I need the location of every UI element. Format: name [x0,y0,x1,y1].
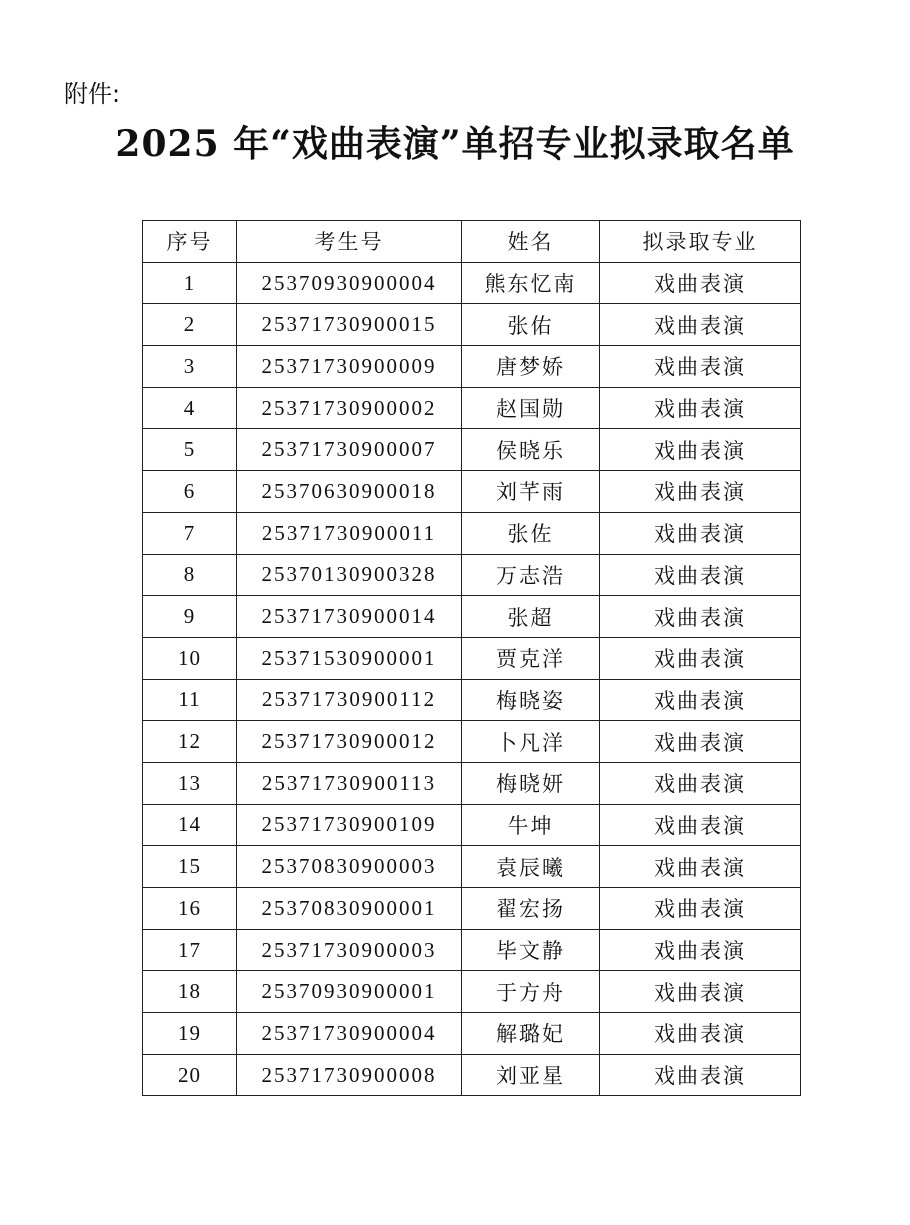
column-header-name: 姓名 [462,221,600,263]
student-name: 梅晓妍 [462,762,600,804]
table-row [143,304,801,346]
candidate-id: 25371730900113 [237,762,462,804]
student-name: 牛坤 [462,804,600,846]
candidate-id: 25371730900009 [237,346,462,388]
table-row [143,721,801,763]
candidate-id: 25370930900004 [237,262,462,304]
admitted-major: 戏曲表演 [600,721,801,763]
candidate-id: 25370830900001 [237,888,462,930]
candidate-id: 25371730900011 [237,512,462,554]
candidate-id: 25371730900008 [237,1054,462,1096]
student-name: 梅晓姿 [462,679,600,721]
student-name: 刘亚星 [462,1054,600,1096]
row-number: 19 [143,1013,237,1055]
column-header-candidate-id: 考生号 [237,221,462,263]
student-name: 张佑 [462,304,600,346]
student-name: 唐梦娇 [462,346,600,388]
student-name: 张超 [462,596,600,638]
admitted-major: 戏曲表演 [600,304,801,346]
candidate-id: 25371730900004 [237,1013,462,1055]
student-name: 袁辰曦 [462,846,600,888]
table-row [143,429,801,471]
row-number: 3 [143,346,237,388]
admitted-major: 戏曲表演 [600,846,801,888]
student-name: 贾克洋 [462,637,600,679]
candidate-id: 25370130900328 [237,554,462,596]
row-number: 13 [143,762,237,804]
admitted-major: 戏曲表演 [600,471,801,513]
admitted-major: 戏曲表演 [600,512,801,554]
table-row [143,471,801,513]
page-title: 2025 年“戏曲表演”单招专业拟录取名单 [115,123,795,165]
admitted-major: 戏曲表演 [600,596,801,638]
row-number: 9 [143,596,237,638]
table-row [143,804,801,846]
table-row [143,554,801,596]
table-row [143,929,801,971]
column-header-major: 拟录取专业 [600,221,801,263]
row-number: 4 [143,387,237,429]
table-row [143,262,801,304]
student-name: 解璐妃 [462,1013,600,1055]
row-number: 15 [143,846,237,888]
row-number: 6 [143,471,237,513]
table-row [143,387,801,429]
student-name: 万志浩 [462,554,600,596]
table-row [143,888,801,930]
candidate-id: 25371730900007 [237,429,462,471]
table-row [143,346,801,388]
row-number: 17 [143,929,237,971]
admitted-major: 戏曲表演 [600,929,801,971]
candidate-id: 25371730900003 [237,929,462,971]
candidate-id: 25371730900109 [237,804,462,846]
candidate-id: 25371730900002 [237,387,462,429]
table-row [143,1013,801,1055]
admitted-major: 戏曲表演 [600,888,801,930]
table-row [143,762,801,804]
candidate-id: 25371730900012 [237,721,462,763]
attachment-label: 附件: [64,80,121,108]
student-name: 刘芊雨 [462,471,600,513]
row-number: 16 [143,888,237,930]
admitted-major: 戏曲表演 [600,346,801,388]
admitted-major: 戏曲表演 [600,1013,801,1055]
candidate-id: 25371530900001 [237,637,462,679]
candidate-id: 25371730900015 [237,304,462,346]
student-name: 翟宏扬 [462,888,600,930]
row-number: 2 [143,304,237,346]
candidate-id: 25370930900001 [237,971,462,1013]
admitted-major: 戏曲表演 [600,804,801,846]
admitted-major: 戏曲表演 [600,637,801,679]
row-number: 20 [143,1054,237,1096]
candidate-id: 25371730900112 [237,679,462,721]
row-number: 5 [143,429,237,471]
row-number: 7 [143,512,237,554]
admitted-major: 戏曲表演 [600,1054,801,1096]
row-number: 14 [143,804,237,846]
admitted-major: 戏曲表演 [600,762,801,804]
admitted-major: 戏曲表演 [600,971,801,1013]
table-header-row [143,221,801,263]
student-name: 熊东忆南 [462,262,600,304]
student-name: 卜凡洋 [462,721,600,763]
row-number: 1 [143,262,237,304]
table-row [143,679,801,721]
candidate-id: 25370630900018 [237,471,462,513]
row-number: 11 [143,679,237,721]
table-row [143,971,801,1013]
row-number: 18 [143,971,237,1013]
row-number: 10 [143,637,237,679]
table-row [143,846,801,888]
row-number: 8 [143,554,237,596]
admitted-major: 戏曲表演 [600,262,801,304]
student-name: 张佐 [462,512,600,554]
table-row [143,1054,801,1096]
student-name: 于方舟 [462,971,600,1013]
admitted-major: 戏曲表演 [600,554,801,596]
candidate-id: 25371730900014 [237,596,462,638]
admission-table [142,220,801,1096]
student-name: 毕文静 [462,929,600,971]
admitted-major: 戏曲表演 [600,679,801,721]
student-name: 赵国勋 [462,387,600,429]
table-row [143,512,801,554]
admitted-major: 戏曲表演 [600,429,801,471]
admitted-major: 戏曲表演 [600,387,801,429]
student-name: 侯晓乐 [462,429,600,471]
table-row [143,637,801,679]
candidate-id: 25370830900003 [237,846,462,888]
column-header-number: 序号 [143,221,237,263]
row-number: 12 [143,721,237,763]
table-row [143,596,801,638]
table-body [143,262,801,1096]
